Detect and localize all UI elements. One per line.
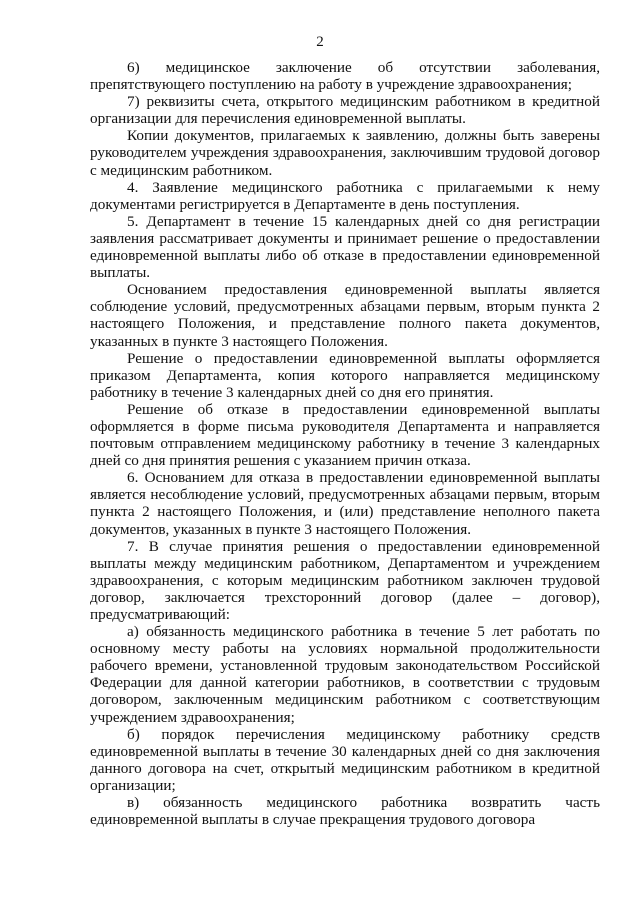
paragraph-section-6: 6. Основанием для отказа в предоставлении единовременной выплаты является несоблюдение условий, предусмотренных абзацами первым, вторым пункта 2 настоящего Положения, и (или) представление неполного пакета документов, указанных в пункте 3 настоящего Положения. (90, 469, 600, 538)
paragraph-subitem-b: б) порядок перечисления медицинскому работнику средств единовременной выплаты в течение 30 календарных дней со дня заключения данного договора на счет, открытый медицинским работником в кредитной организации; (90, 725, 600, 794)
document-body (90, 59, 600, 828)
paragraph-section-4: 4. Заявление медицинского работника с прилагаемыми к нему документами регистрируется в Департаменте в день поступления. (90, 178, 600, 213)
paragraph-item-7: 7) реквизиты счета, открытого медицинским работником в кредитной организации для перечисления единовременной выплаты. (90, 93, 600, 128)
paragraph-item-6: 6) медицинское заключение об отсутствии заболевания, препятствующего поступлению на работу в учреждение здравоохранения; (90, 59, 600, 94)
page-number: 2 (316, 34, 324, 50)
paragraph-decision-grant: Решение о предоставлении единовременной выплаты оформляется приказом Департамента, копия которого направляется медицинскому работнику в течение 3 календарных дней со дня его принятия. (90, 349, 600, 401)
paragraph-subitem-v: в) обязанность медицинского работника возвратить часть единовременной выплаты в случае прекращения трудового договора (90, 794, 600, 829)
paragraph-copies-certification: Копии документов, прилагаемых к заявлению, должны быть заверены руководителем учреждения здравоохранения, заключившим трудовой договор с медицинским работником. (90, 127, 600, 179)
paragraph-section-7: 7. В случае принятия решения о предоставлении единовременной выплаты между медицинским работником, Департаментом и учреждением здравоохранения, с которым медицинским работником заключен трудовой договор, заключается трехсторонний договор (далее – договор), предусматривающий: (90, 537, 600, 623)
paragraph-section-5: 5. Департамент в течение 15 календарных дней со дня регистрации заявления рассматривает документы и принимает решение о предоставлении единовременной выплаты либо об отказе в предоставлении единовременной выплаты. (90, 212, 600, 282)
paragraph-subitem-a: а) обязанность медицинского работника в течение 5 лет работать по основному месту работы на условиях нормальной продолжительности рабочего времени, установленной трудовым законодательством Российской Федерации для данной категории работников, в соответствии с трудовым договором, заключенным медицинским работником с соответствующим учреждением здравоохранения; (90, 623, 600, 726)
paragraph-grounds-for-payment: Основанием предоставления единовременной выплаты является соблюдение условий, предусмотренных абзацами первым, вторым пункта 2 настоящего Положения, и представление полного пакета документов, указанных в пункте 3 настоящего Положения. (90, 281, 600, 350)
paragraph-decision-refusal: Решение об отказе в предоставлении единовременной выплаты оформляется в форме письма руководителя Департамента и направляется почтовым отправлением медицинскому работнику в течение 3 календарных дней со дня принятия решения с указанием причин отказа. (90, 400, 600, 470)
